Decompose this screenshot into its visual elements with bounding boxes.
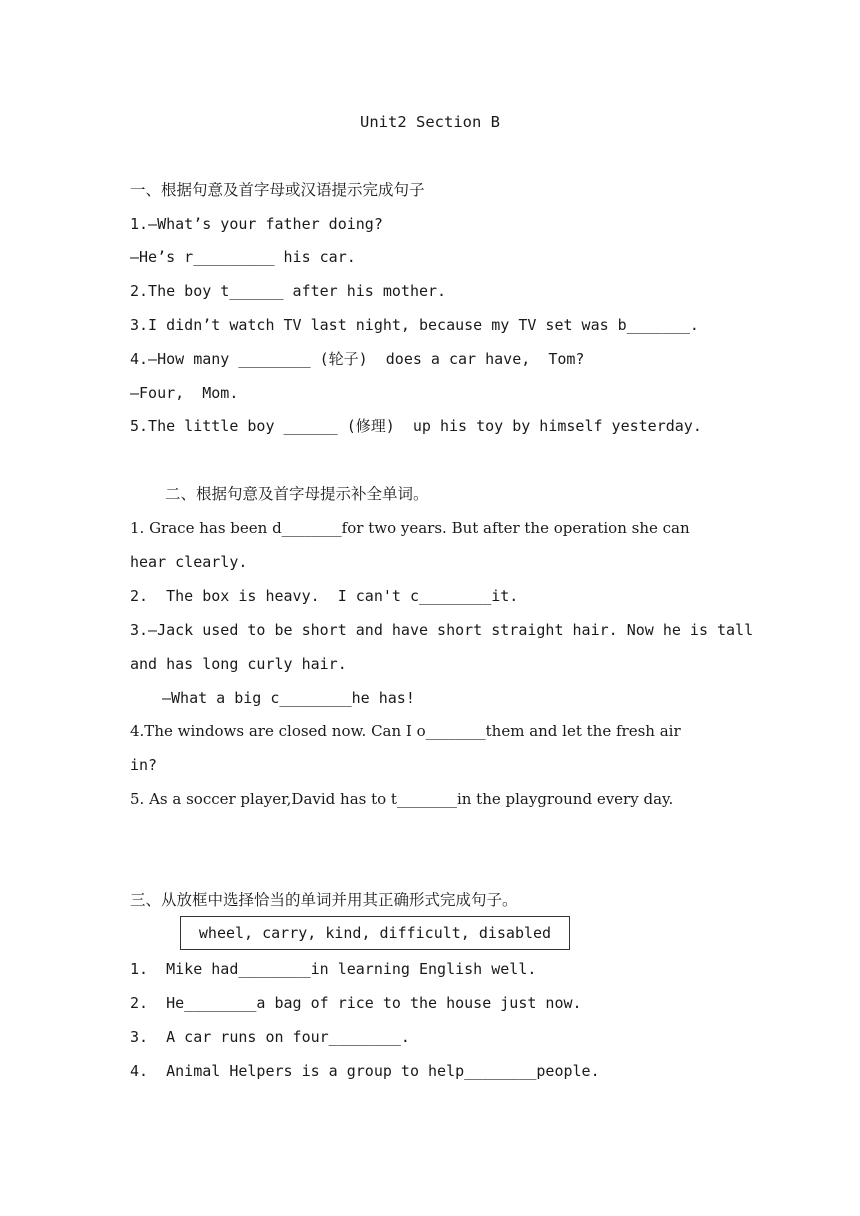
section1-line-7: 5.The little boy ______ (修理) up his toy by himself yesterday. [130,417,702,435]
section1-line-1: 1.—What’s your father doing? [130,215,383,233]
section2-line-9: 5. As a soccer player,David has to t________in the playground every day. [130,790,674,808]
section1-line-2: —He’s r_________ his car. [130,248,356,266]
section3-line-4: 4. Animal Helpers is a group to help________people. [130,1062,600,1080]
section2-line-8: in? [130,756,158,774]
section1-line-5: 4.—How many ________ (轮子) does a car have, Tom? [130,350,585,368]
section3-line-3: 3. A car runs on four________. [130,1028,410,1046]
section1-heading: 一、根据句意及首字母或汉语提示完成句子 [130,181,425,199]
section3-line-2: 2. He________a bag of rice to the house just now. [130,994,582,1012]
section2-line-1: 1. Grace has been d________for two years. But after the operation she can [130,519,690,537]
page-title: Unit2 Section B [360,113,500,131]
section2-line-6: —What a big c________he has! [162,689,415,707]
section2-line-4: 3.—Jack used to be short and have short straight hair. Now he is tall [130,621,754,639]
section3-line-1: 1. Mike had________in learning English well. [130,960,537,978]
section2-line-5: and has long curly hair. [130,655,347,673]
section2-line-2: hear clearly. [130,553,248,571]
section1-line-3: 2.The boy t______ after his mother. [130,282,447,300]
section3-heading: 三、从放框中选择恰当的单词并用其正确形式完成句子。 [130,891,518,909]
section1-line-4: 3.I didn’t watch TV last night, because my TV set was b_______. [130,316,699,334]
section2-heading: 二、根据句意及首字母提示补全单词。 [165,485,429,503]
word-bank-box: wheel, carry, kind, difficult, disabled [180,916,570,950]
section2-line-7: 4.The windows are closed now. Can I o________them and let the fresh air [130,722,681,740]
section1-line-6: —Four, Mom. [130,384,239,402]
section2-line-3: 2. The box is heavy. I can't c________it. [130,587,519,605]
